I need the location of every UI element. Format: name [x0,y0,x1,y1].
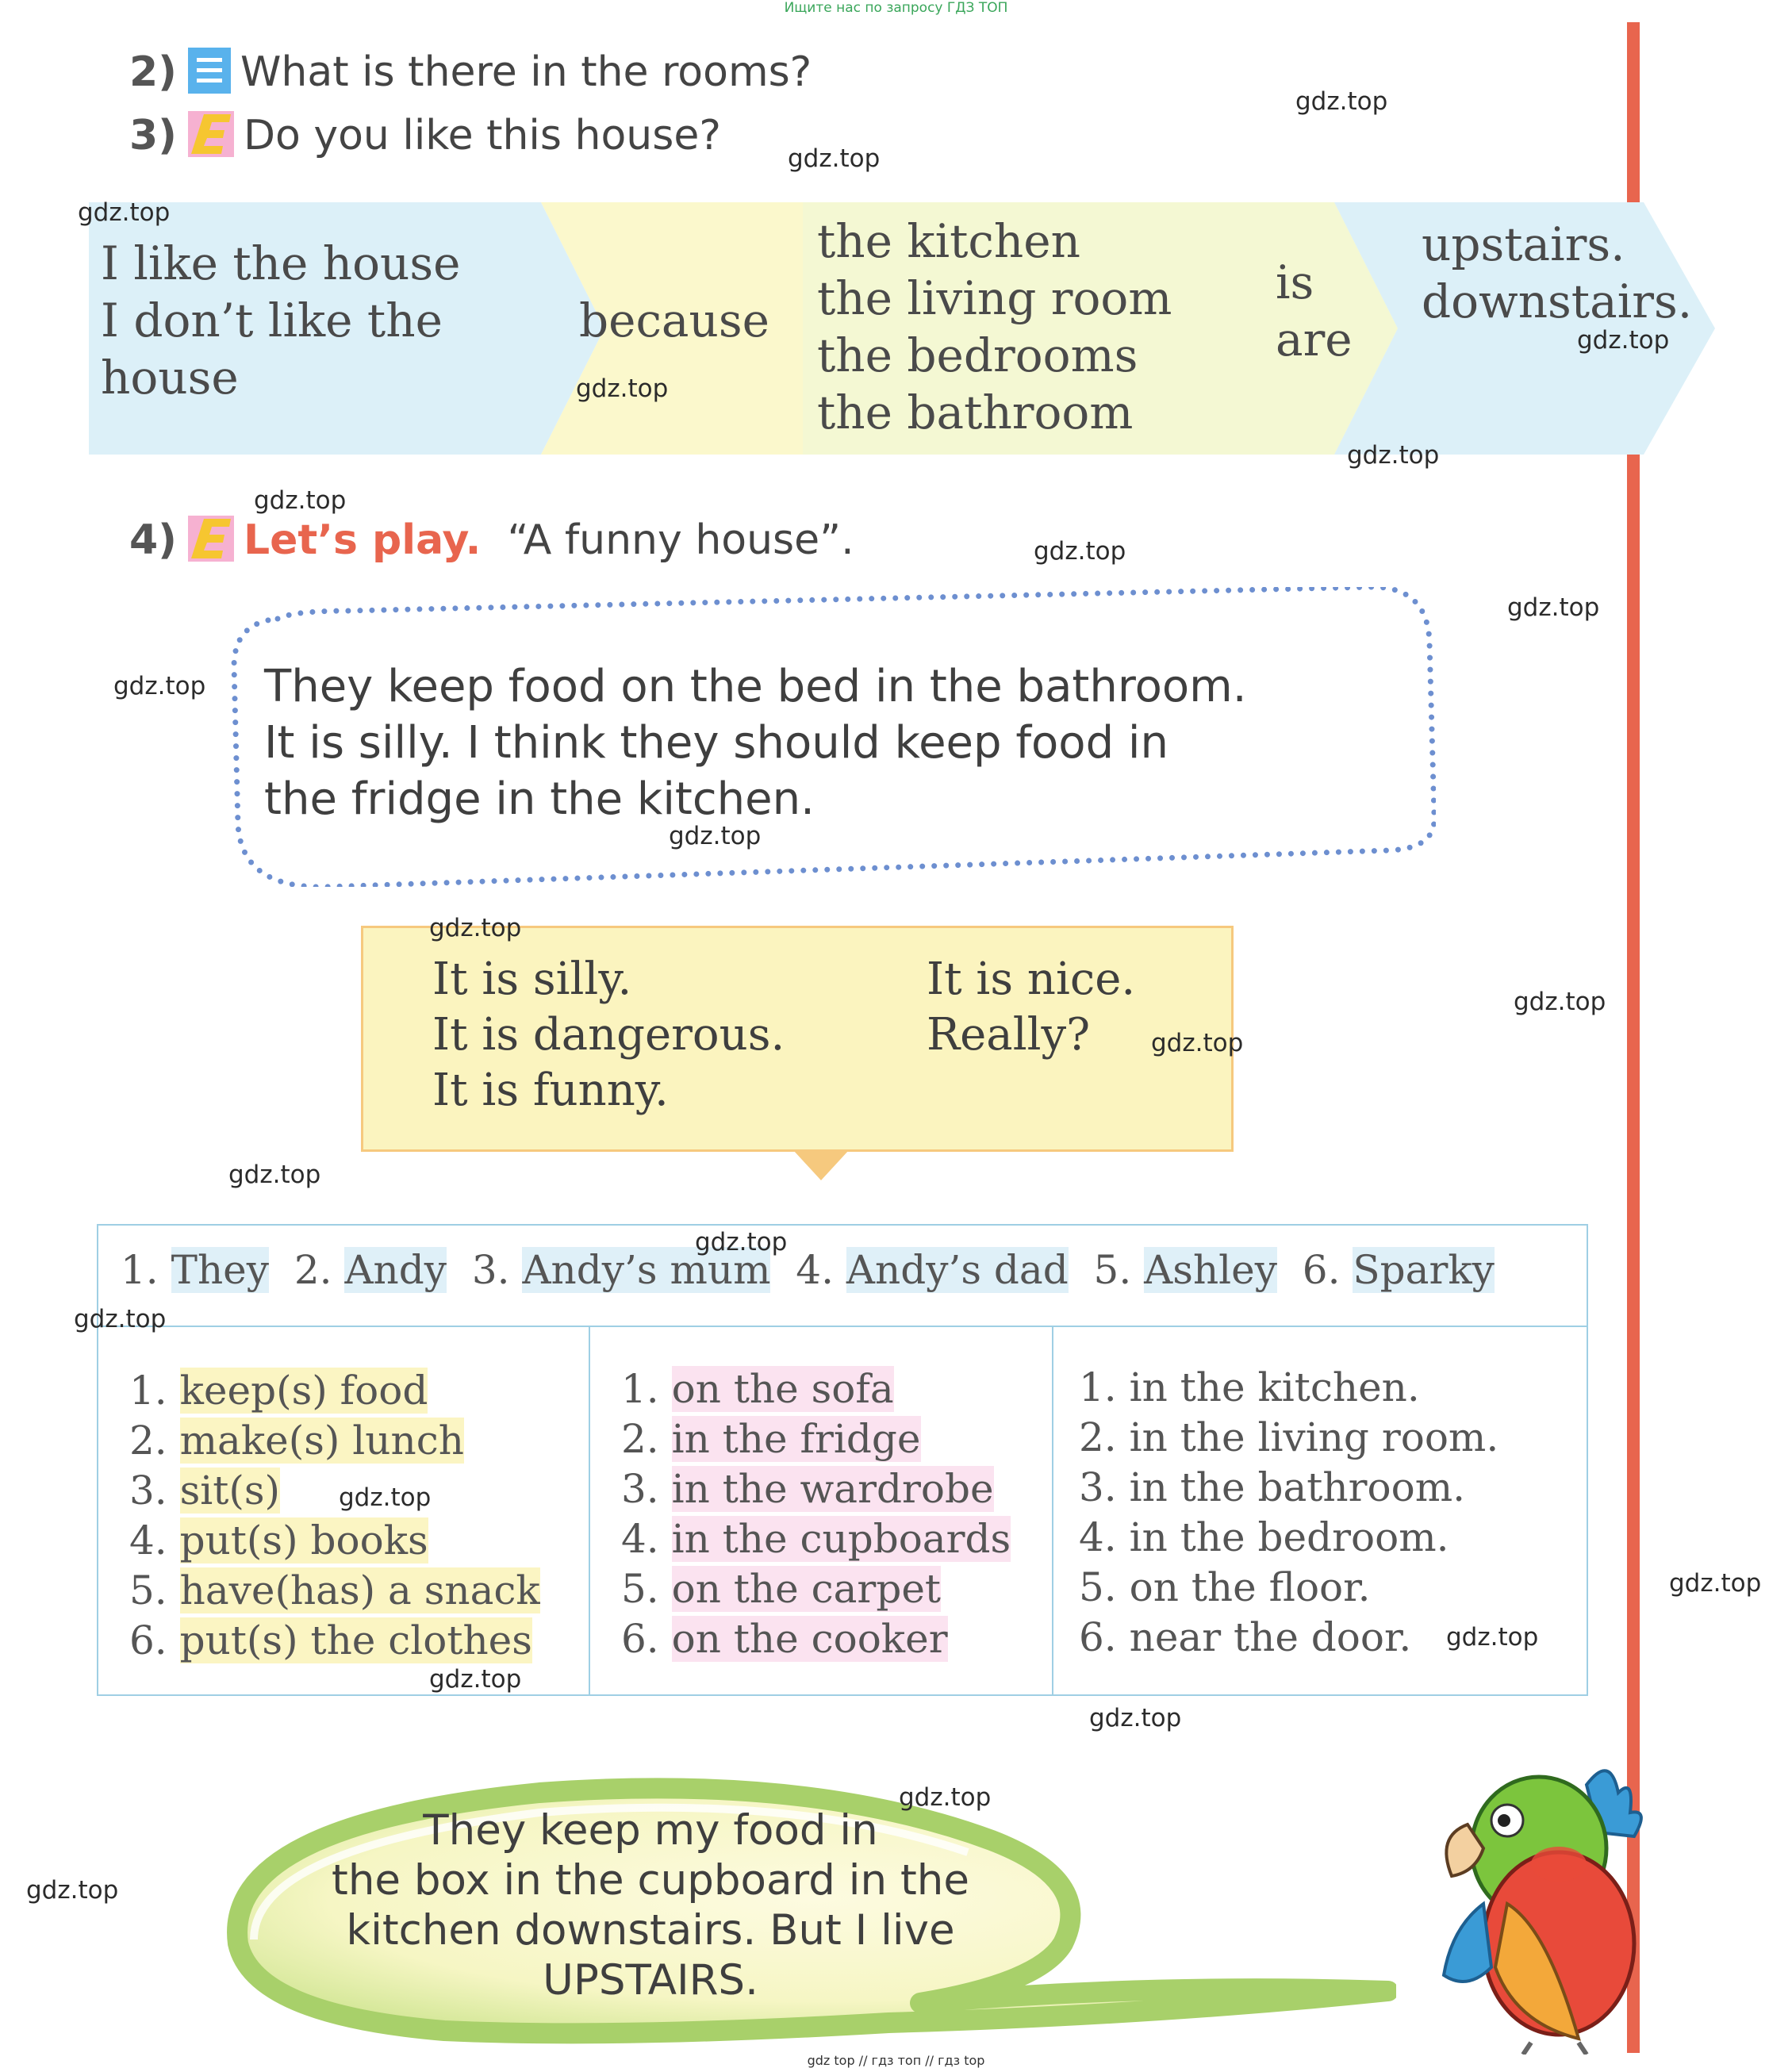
task-3-number: 3) [129,112,177,159]
column-divider [1052,1327,1053,1696]
banner-phrase-like: I like the house [101,236,461,290]
task-4 [129,516,854,564]
phrases-left [432,952,785,1118]
phrase-silly: It is silly. [432,953,632,1005]
rooms-column [1079,1363,1498,1663]
watermark: gdz.top [228,1161,321,1189]
room-row [1079,1363,1498,1413]
task-3 [129,111,721,159]
row-num: 4. [621,1516,659,1562]
watermark: gdz.top [429,914,522,942]
watermark: gdz.top [695,1228,788,1257]
watermark: gdz.top [429,1665,522,1694]
verb-text: have(has) a snack [179,1567,540,1613]
watermark: gdz.top [1295,87,1388,116]
place-row [621,1564,1011,1614]
banner-col-1 [101,235,461,406]
watermark: gdz.top [26,1876,119,1905]
verb-text: put(s) books [179,1517,428,1563]
watermark: gdz.top [1034,537,1126,566]
speech-line-1: They keep my food in [423,1806,878,1855]
row-num: 3. [1079,1464,1117,1510]
banner-room-living-room: the living room [817,271,1172,325]
subject-ashley: Ashley [1144,1247,1277,1293]
place-text: in the wardrobe [671,1466,994,1512]
banner-col-2: because [579,294,769,347]
phrase-really: Really? [927,1009,1091,1061]
room-row [1079,1413,1498,1463]
subject-they: They [171,1247,270,1293]
verb-row [129,1416,540,1466]
phrase-dangerous: It is dangerous. [432,1009,785,1061]
watermark: gdz.top [788,144,881,173]
column-divider [589,1327,590,1696]
watermark: gdz.top [1089,1704,1182,1732]
room-row [1079,1513,1498,1563]
speech-line-4: UPSTAIRS. [543,1956,758,2005]
phrases-right [927,952,1135,1063]
phrase-funny: It is funny. [432,1065,669,1116]
menu-list-icon [188,48,231,94]
banner-col-3 [817,213,1172,441]
place-text: on the sofa [671,1366,894,1412]
verb-text: sit(s) [179,1468,281,1514]
row-num: 3. [129,1468,167,1514]
row-num: 5. [1079,1564,1117,1610]
subject-num: 1. [121,1247,159,1293]
watermark: gdz.top [74,1305,167,1333]
place-row [621,1464,1011,1514]
watermark: gdz.top [1446,1623,1539,1652]
task-4-number: 4) [129,516,177,564]
task-3-text: Do you like this house? [243,112,721,159]
task-2-number: 2) [129,48,177,96]
verb-row [129,1516,540,1566]
subject-num: 3. [471,1247,510,1293]
watermark: gdz.top [254,486,347,515]
example-line-2: It is silly. I think they should keep food in [264,717,1168,769]
place-row [621,1614,1011,1664]
parrot-illustration [1420,1737,1658,2055]
room-row [1079,1463,1498,1513]
example-line-1: They keep food on the bed in the bathroom. [264,661,1247,712]
banner-verb-are: are [1276,313,1353,366]
verb-text: keep(s) food [179,1368,428,1414]
watermark: gdz.top [899,1783,992,1812]
room-text: near the door. [1129,1614,1412,1660]
banner-phrase-house: house [101,351,239,405]
room-text: on the floor. [1129,1564,1371,1610]
watermark: gdz.top [78,198,171,227]
subject-num: 5. [1093,1247,1132,1293]
places-column [621,1364,1011,1664]
task-2-text: What is there in the rooms? [240,48,812,96]
row-num: 5. [621,1566,659,1612]
watermark: gdz.top [1514,988,1606,1016]
task-2 [129,48,812,96]
row-num: 2. [1079,1414,1117,1460]
verbs-column [129,1366,540,1666]
subject-sparky: Sparky [1353,1247,1495,1293]
room-text: in the bedroom. [1129,1514,1449,1560]
place-row [621,1364,1011,1414]
watermark: gdz.top [669,822,762,850]
room-row [1079,1563,1498,1613]
task-4-text: “A funny house”. [507,516,854,564]
watermark: gdz.top [1347,441,1440,470]
row-num: 1. [1079,1364,1117,1410]
room-text: in the living room. [1129,1414,1499,1460]
phrase-nice: It is nice. [927,953,1136,1005]
subject-num: 4. [796,1247,834,1293]
watermark: gdz.top [576,374,669,403]
place-text: on the cooker [671,1616,948,1662]
watermark: gdz.top [1577,326,1670,355]
banner-room-kitchen: the kitchen [817,214,1080,268]
place-text: in the fridge [671,1416,921,1462]
verb-text: make(s) lunch [179,1418,464,1464]
room-text: in the bathroom. [1129,1464,1466,1510]
watermark: gdz.top [1669,1569,1762,1598]
watermark: gdz.top [1507,593,1600,622]
row-num: 3. [621,1466,659,1512]
letter-e-icon [188,516,234,562]
row-num: 4. [129,1517,167,1563]
header-note: Ищите нас по запросу ГДЗ ТОП [784,0,1008,16]
subject-andys-dad: Andy’s dad [846,1247,1069,1293]
row-num: 4. [1079,1514,1117,1560]
subject-num: 2. [294,1247,332,1293]
example-text [264,658,1414,827]
place-text: in the cupboards [671,1516,1011,1562]
subject-andy: Andy [344,1247,447,1293]
room-text: in the kitchen. [1129,1364,1420,1410]
footer-note: gdz top // гдз топ // гдз top [807,2053,985,2068]
banner-downstairs: downstairs. [1422,274,1693,328]
row-num: 6. [621,1616,659,1662]
banner-phrase-dont-like: I don’t like the [101,294,443,347]
verb-row [129,1466,540,1516]
letter-e-icon [188,111,234,157]
phrase-box-pointer [793,1150,849,1182]
place-row [621,1514,1011,1564]
example-line-3: the fridge in the kitchen. [264,773,815,825]
row-num: 1. [129,1368,167,1414]
room-row [1079,1613,1498,1663]
subjects-line [121,1247,1495,1293]
banner-room-bathroom: the bathroom [817,386,1134,439]
row-num: 6. [129,1617,167,1663]
banner-col-5 [1422,216,1692,330]
place-text: on the carpet [671,1566,942,1612]
lets-play-title: Let’s play. [243,516,482,564]
banner-col-4 [1276,254,1353,368]
banner-verb-is: is [1276,255,1314,309]
place-row [621,1414,1011,1464]
row-num: 1. [621,1366,659,1412]
parrot-speech-text [262,1805,1039,2005]
row-num: 2. [621,1416,659,1462]
watermark: gdz.top [1151,1029,1244,1057]
subject-num: 6. [1302,1247,1341,1293]
row-num: 2. [129,1418,167,1464]
watermark: gdz.top [113,672,206,700]
banner-room-bedrooms: the bedrooms [817,328,1138,382]
verb-row [129,1366,540,1416]
verb-text: put(s) the clothes [179,1617,532,1663]
speech-line-2: the box in the cupboard in the [332,1856,969,1905]
speech-line-3: kitchen downstairs. But I live [346,1906,955,1955]
banner-upstairs: upstairs. [1422,217,1625,271]
verb-row [129,1566,540,1616]
verb-row [129,1616,540,1666]
subject-andys-mum: Andy’s mum [522,1247,771,1293]
watermark: gdz.top [339,1483,432,1512]
row-num: 6. [1079,1614,1117,1660]
row-num: 5. [129,1567,167,1613]
